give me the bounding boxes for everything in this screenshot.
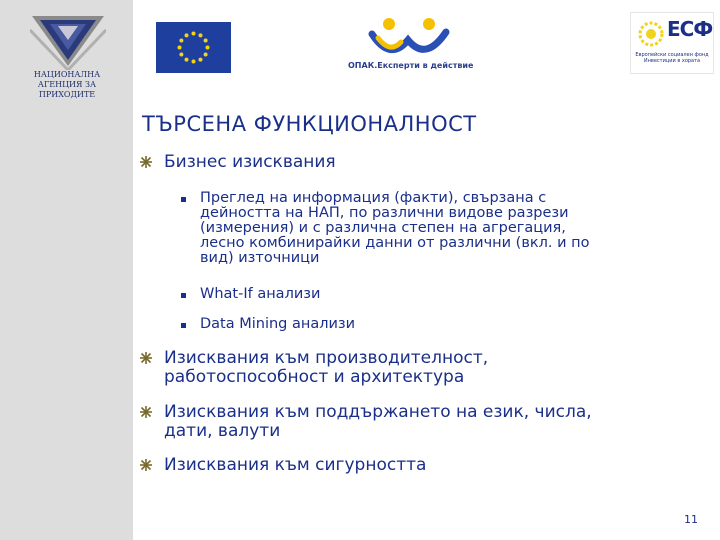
square-bullet-icon bbox=[181, 293, 186, 298]
star-bullet-icon bbox=[140, 406, 152, 418]
nap-caption-line: НАЦИОНАЛНА bbox=[33, 70, 101, 79]
bullet-line: Изисквания към производителност, bbox=[164, 348, 489, 368]
bullet-text: Бизнес изисквания bbox=[164, 152, 336, 172]
eu-flag-icon bbox=[156, 22, 231, 73]
sub-bullet-text: What-If анализи bbox=[200, 286, 321, 302]
nap-caption-line: АГЕНЦИЯ ЗА bbox=[37, 80, 97, 89]
esf-stars-icon bbox=[635, 19, 667, 49]
opak-caption: ОПАК.Експерти в действие bbox=[348, 61, 474, 70]
nap-logo-icon bbox=[30, 12, 106, 70]
star-bullet-icon bbox=[140, 352, 152, 364]
sub-bullet-text: Data Mining анализи bbox=[200, 316, 356, 332]
nap-caption bbox=[14, 70, 120, 100]
sub-bullet-line: вид) източници bbox=[200, 250, 320, 266]
bullet-item bbox=[140, 403, 592, 441]
bullet-text: Изисквания към сигурността bbox=[164, 455, 427, 475]
sub-bullet-line: лесно комбинирайки данни от различни (вкл. и по bbox=[200, 235, 590, 251]
bullet-item bbox=[140, 153, 336, 172]
sub-bullet-item bbox=[181, 317, 355, 332]
sub-bullet-item bbox=[181, 191, 590, 266]
square-bullet-icon bbox=[181, 197, 186, 202]
opak-figures-icon bbox=[368, 16, 450, 60]
bullet-text bbox=[164, 403, 592, 441]
bullet-item bbox=[140, 456, 426, 475]
bullet-line: дати, валути bbox=[164, 421, 281, 441]
bullet-line: работоспособност и архитектура bbox=[164, 367, 465, 387]
star-bullet-icon bbox=[140, 459, 152, 471]
slide-title: ТЪРСЕНА ФУНКЦИОНАЛНОСТ bbox=[142, 112, 477, 136]
square-bullet-icon bbox=[181, 323, 186, 328]
sub-bullet-text bbox=[200, 191, 590, 266]
page-number: 11 bbox=[684, 513, 698, 526]
sub-bullet-line: Преглед на информация (факти), свързана с bbox=[200, 190, 547, 206]
esf-title: ЕСФ bbox=[667, 17, 713, 41]
opak-logo bbox=[338, 14, 480, 78]
sub-bullet-item bbox=[181, 287, 320, 302]
left-sidebar bbox=[0, 0, 133, 540]
esf-logo bbox=[630, 12, 714, 74]
nap-caption-line: ПРИХОДИТЕ bbox=[38, 90, 96, 99]
bullet-text bbox=[164, 349, 488, 387]
star-bullet-icon bbox=[140, 156, 152, 168]
sub-bullet-line: дейността на НАП, по различни видове разрези bbox=[200, 205, 569, 221]
sub-bullet-line: (измерения) и с различна степен на агрегация, bbox=[200, 220, 566, 236]
bullet-line: Изисквания към поддържането на език, числа, bbox=[164, 402, 592, 422]
esf-subtitle: Европейски социален фонд Инвестиции в хората bbox=[635, 52, 709, 64]
bullet-item bbox=[140, 349, 488, 387]
